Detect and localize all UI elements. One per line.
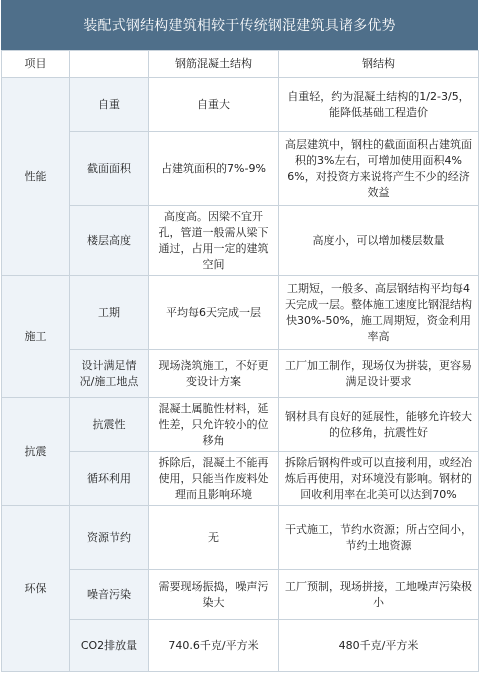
- subcategory-cell: 截面面积: [70, 132, 149, 206]
- category-cell: 性能: [2, 78, 70, 276]
- steel-cell: 钢材具有良好的延展性，能够允许较大的位移角，抗震性好: [279, 398, 479, 452]
- category-cell: 施工: [2, 276, 70, 398]
- table-row: [2, 206, 479, 276]
- concrete-cell: 混凝土属脆性材料，延性差，只允许较小的位移角: [149, 398, 279, 452]
- subcategory-cell: 抗震性: [70, 398, 149, 452]
- concrete-cell: 高度高。因梁不宜开孔，管道一般需从梁下通过，占用一定的建筑空间: [149, 206, 279, 276]
- header-concrete: 钢筋混凝土结构: [149, 51, 279, 78]
- table-row: [2, 132, 479, 206]
- steel-cell: 工厂加工制作，现场仅为拼装，更容易满足设计要求: [279, 350, 479, 398]
- subcategory-cell: 噪音污染: [70, 570, 149, 620]
- header-row: [2, 51, 479, 78]
- concrete-cell: 拆除后，混凝土不能再使用，只能当作废料处理而且影响环境: [149, 452, 279, 506]
- concrete-cell: 自重大: [149, 78, 279, 132]
- concrete-cell: 现场浇筑施工，不好更变设计方案: [149, 350, 279, 398]
- table-row: [2, 350, 479, 398]
- subcategory-cell: 设计满足情况/施工地点: [70, 350, 149, 398]
- table-row: [2, 78, 479, 132]
- subcategory-cell: 工期: [70, 276, 149, 350]
- table-row: [2, 570, 479, 620]
- subcategory-cell: 循环利用: [70, 452, 149, 506]
- table-row: [2, 398, 479, 452]
- concrete-cell: 740.6千克/平方米: [149, 620, 279, 672]
- concrete-cell: 需要现场振捣，噪声污染大: [149, 570, 279, 620]
- header-steel: 钢结构: [279, 51, 479, 78]
- steel-cell: 高层建筑中，钢柱的截面面积占建筑面积的3%左右，可增加使用面积4%6%，对投资方来说将产生不少的经济效益: [279, 132, 479, 206]
- comparison-table: [1, 50, 479, 672]
- category-cell: 抗震: [2, 398, 70, 506]
- subcategory-cell: 楼层高度: [70, 206, 149, 276]
- concrete-cell: 占建筑面积的7%-9%: [149, 132, 279, 206]
- header-blank: [70, 51, 149, 78]
- steel-cell: 拆除后钢构件或可以直接利用，或经冶炼后再使用，对环境没有影响。钢材的回收利用率在北美可以达到70%: [279, 452, 479, 506]
- subcategory-cell: CO2排放量: [70, 620, 149, 672]
- steel-cell: 工厂预制，现场拼接，工地噪声污染极小: [279, 570, 479, 620]
- subcategory-cell: 资源节约: [70, 506, 149, 570]
- steel-cell: 高度小，可以增加楼层数量: [279, 206, 479, 276]
- header-item: 项目: [2, 51, 70, 78]
- steel-cell: 工期短，一般多、高层钢结构平均每4天完成一层。整体施工速度比钢混结构快30%-50%，施工周期短，资金利用率高: [279, 276, 479, 350]
- concrete-cell: 平均每6天完成一层: [149, 276, 279, 350]
- table-row: [2, 506, 479, 570]
- table-row: [2, 620, 479, 672]
- concrete-cell: 无: [149, 506, 279, 570]
- steel-cell: 自重轻，约为混凝土结构的1/2-3/5，能降低基础工程造价: [279, 78, 479, 132]
- steel-cell: 480千克/平方米: [279, 620, 479, 672]
- table-title: 装配式钢结构建筑相较于传统钢混建筑具诸多优势: [1, 0, 478, 50]
- steel-cell: 干式施工，节约水资源；所占空间小，节约土地资源: [279, 506, 479, 570]
- table-row: [2, 276, 479, 350]
- table-row: [2, 452, 479, 506]
- category-cell: 环保: [2, 506, 70, 672]
- subcategory-cell: 自重: [70, 78, 149, 132]
